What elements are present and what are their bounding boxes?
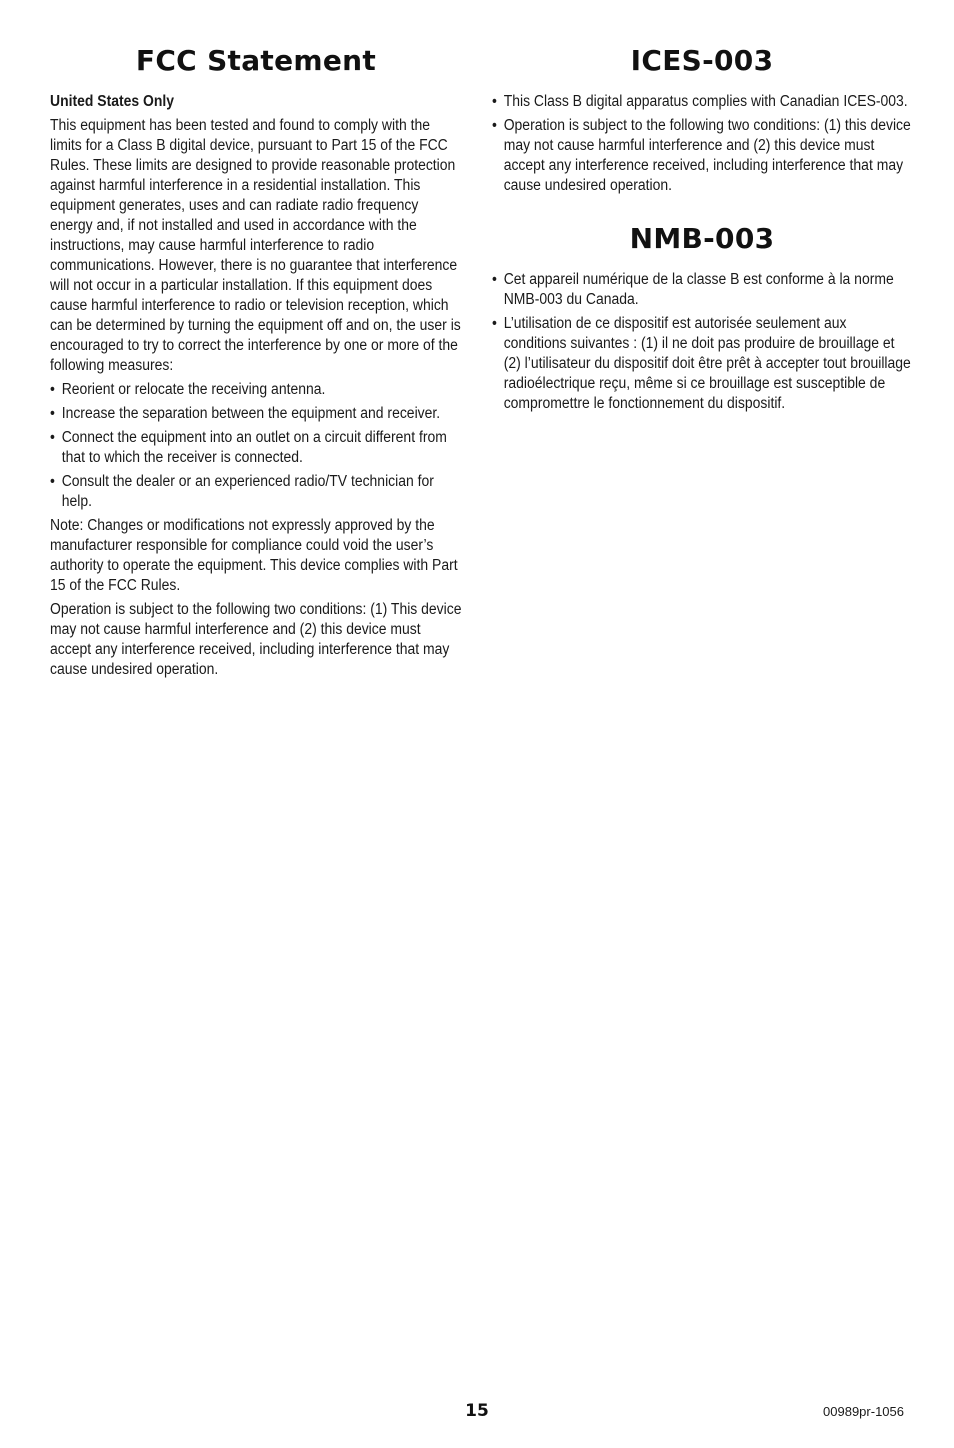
canada-section	[492, 44, 912, 418]
page-number: 15	[465, 1401, 489, 1421]
fcc-section	[50, 44, 462, 684]
nmb-body	[492, 270, 912, 414]
nmb-list	[492, 270, 912, 414]
fcc-subheading: United States Only	[50, 93, 175, 110]
fcc-note: Note: Changes or modifications not expressly approved by the manufacturer responsible for compliance could void the user’s authority to operate the equipment. This device complies with Part 15 of the FCC Rules.	[50, 517, 458, 594]
fcc-intro: This equipment has been tested and found to comply with the limits for a Class B digital device, pursuant to Part 15 of the FCC Rules. These limits are designed to provide reasonable protection against harmful interference in a residential installation. This equipment generates, uses and can radiate radio frequency energy and, if not installed and used in accordance with the instructions, may cause harmful interference to radio communications. However, there is no guarantee that interference will not occur in a particular installation. If this equipment does cause harmful interference to radio or television reception, which can be determined by turning the equipment off and on, the user is encouraged to try to correct the interference by one or more of the following measures:	[50, 117, 461, 374]
fcc-body	[50, 92, 462, 680]
fcc-measure-item: • Reorient or relocate the receiving antenna.	[50, 380, 462, 400]
nmb-item: • L’utilisation de ce dispositif est autorisée seulement aux conditions suivantes : (1) il ne doit pas produire de brouillage et (2) l’utilisateur du dispositif doit être prêt à accepter tout brouillage radioélectrique reçu, même si ce brouillage est susceptible de compromettre le fonctionnement du dispositif.	[492, 314, 912, 414]
document-code: 00989pr-1056	[823, 1404, 904, 1419]
fcc-measures-list	[50, 380, 462, 512]
fcc-conditions: Operation is subject to the following two conditions: (1) This device may not cause harmful interference and (2) this device must accept any interference received, including interference that may cause undesired operation.	[50, 601, 462, 678]
nmb-heading: NMB-003	[629, 222, 775, 255]
ices-list	[492, 92, 912, 196]
fcc-measure-item: • Connect the equipment into an outlet on a circuit different from that to which the receiver is connected.	[50, 428, 462, 468]
fcc-measure-item: • Increase the separation between the equipment and receiver.	[50, 404, 462, 424]
fcc-measure-item: • Consult the dealer or an experienced radio/TV technician for help.	[50, 472, 462, 512]
ices-heading: ICES-003	[630, 44, 774, 77]
fcc-heading: FCC Statement	[135, 44, 377, 77]
ices-item: • Operation is subject to the following two conditions: (1) this device may not cause harmful interference and (2) this device must accept any interference received, including interference that may cause undesired operation.	[492, 116, 912, 196]
ices-body	[492, 92, 912, 196]
section-spacer	[492, 200, 912, 222]
ices-item: • This Class B digital apparatus complies with Canadian ICES-003.	[492, 92, 912, 112]
nmb-item: • Cet appareil numérique de la classe B est conforme à la norme NMB-003 du Canada.	[492, 270, 912, 310]
